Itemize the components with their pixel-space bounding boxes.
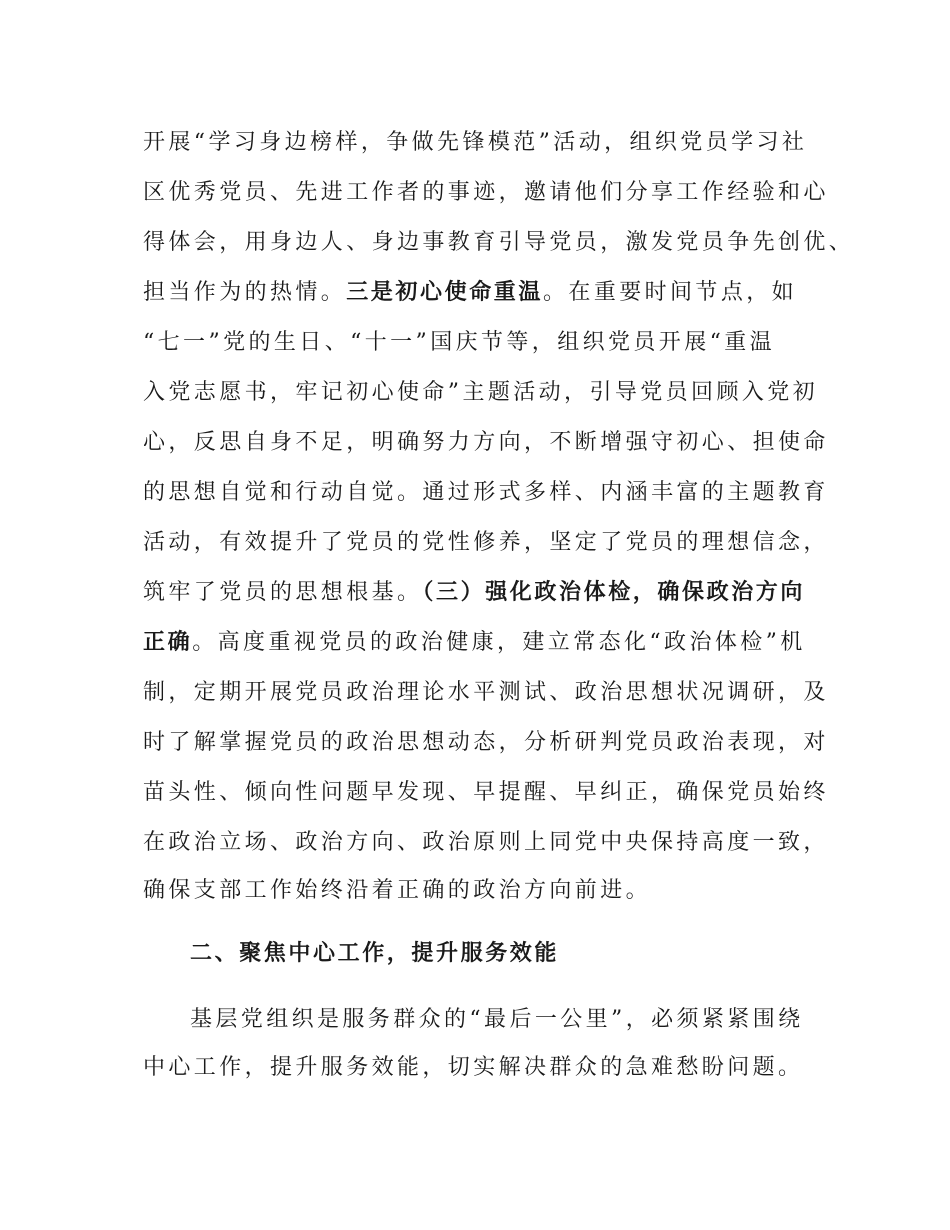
body-text-line: 中心工作，提升服务效能，切实解决群众的急难愁盼问题。 — [143, 1055, 804, 1080]
body-text-line: 确保支部工作始终沿着正确的政治方向前进。 — [143, 878, 652, 903]
body-text: 筑牢了党员的思想根基。 — [143, 580, 423, 605]
body-text-line: 时了解掌握党员的政治思想动态，分析研判党员政治表现，对 — [143, 730, 829, 755]
body-text-line: “七一”党的生日、“十一”国庆节等，组织党员开展“重温 — [143, 330, 776, 355]
body-text-line: 在政治立场、政治方向、政治原则上同党中央保持高度一致， — [143, 830, 829, 855]
body-text-line: 苗头性、倾向性问题早发现、早提醒、早纠正，确保党员始终 — [143, 780, 829, 805]
body-text-line: 得体会，用身边人、身边事教育引导党员，激发党员争先创优、 — [143, 230, 855, 255]
body-text-line: 制，定期开展党员政治理论水平测试、政治思想状况调研，及 — [143, 680, 829, 705]
body-text-line: 的思想自觉和行动自觉。通过形式多样、内涵丰富的主题教育 — [143, 480, 829, 505]
body-text-line — [143, 578, 805, 608]
body-text-line: 入党志愿书，牢记初心使命”主题活动，引导党员回顾入党初 — [143, 380, 819, 405]
bold-subheading: 正确 — [143, 630, 193, 655]
body-text-line: 开展“学习身边榜样，争做先锋模范”活动，组织党员学习社 — [143, 130, 808, 155]
bold-subheading: （三）强化政治体检，确保政治方向 — [422, 580, 806, 605]
body-text-line: 区优秀党员、先进工作者的事迹，邀请他们分享工作经验和心 — [143, 180, 829, 205]
body-text-line — [143, 628, 806, 658]
body-text: 。在重要时间节点，如 — [543, 280, 798, 305]
body-text: 担当作为的热情。 — [143, 280, 347, 305]
body-text-line — [143, 278, 797, 308]
body-text: 。高度重视党员的政治健康，建立常态化“政治体检”机 — [192, 630, 806, 655]
bold-subheading: 三是初心使命重温 — [346, 280, 544, 305]
body-text-line: 基层党组织是服务群众的“最后一公里”，必须紧紧围绕 — [190, 1007, 804, 1032]
body-text-line: 心，反思自身不足，明确努力方向，不断增强守初心、担使命 — [143, 430, 829, 455]
section-heading: 二、聚焦中心工作，提升服务效能 — [190, 941, 560, 966]
body-text-line: 活动，有效提升了党员的党性修养，坚定了党员的理想信念， — [143, 530, 829, 555]
